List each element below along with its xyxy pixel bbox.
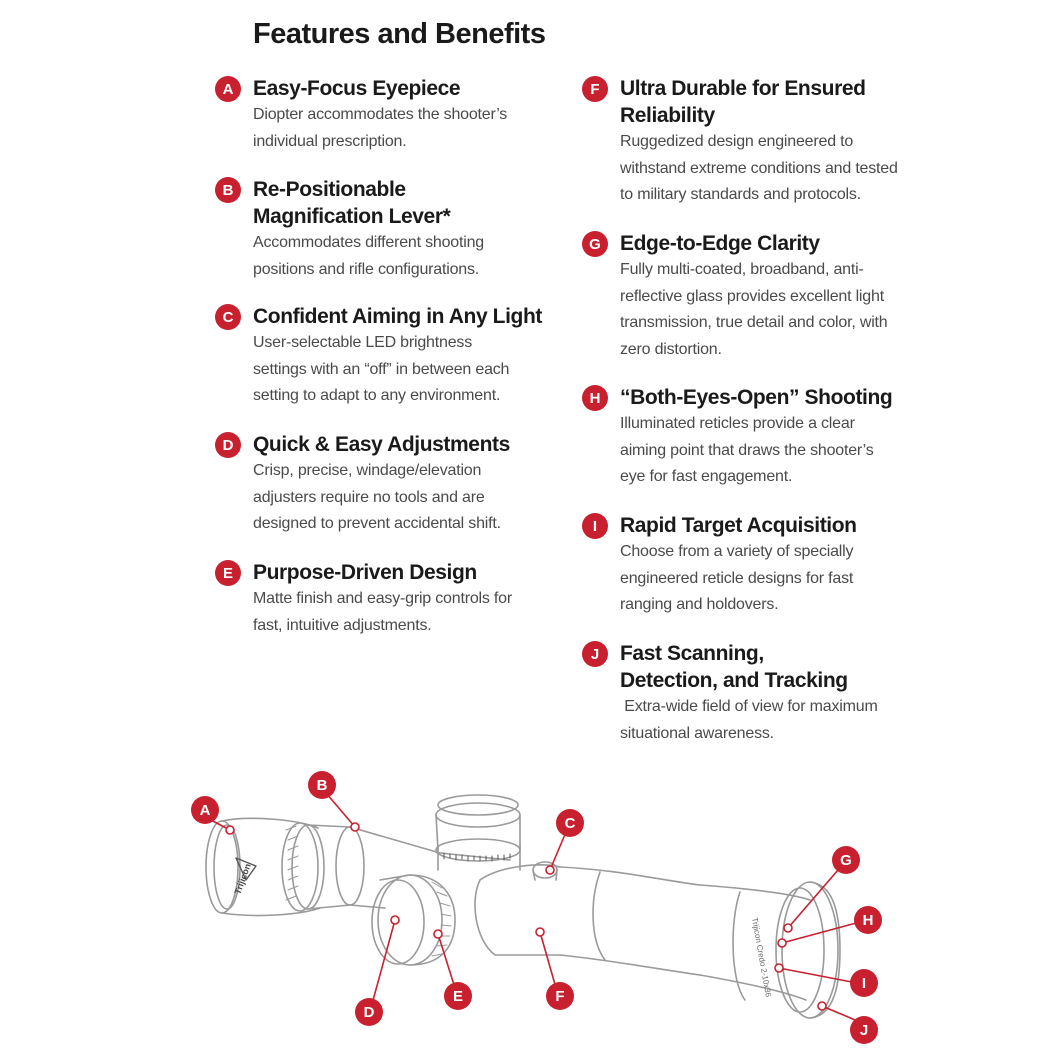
page-title: Features and Benefits bbox=[253, 18, 546, 50]
badge-b: B bbox=[215, 177, 241, 203]
badge-c: C bbox=[215, 304, 241, 330]
badge-g: G bbox=[582, 231, 608, 257]
feature-description: Crisp, precise, windage/elevation adjusters require no tools and are designed to prevent accidental shift. bbox=[253, 462, 501, 532]
feature-g bbox=[589, 230, 920, 363]
feature-title: Fast Scanning, Detection, and Tracking bbox=[620, 642, 848, 692]
badge-i: I bbox=[582, 513, 608, 539]
callout-e bbox=[444, 982, 472, 1010]
svg-text:D: D bbox=[363, 1004, 375, 1021]
badge-e: E bbox=[215, 560, 241, 586]
feature-j bbox=[590, 640, 882, 747]
feature-h bbox=[589, 384, 920, 491]
callout-d bbox=[355, 998, 383, 1026]
svg-text:E: E bbox=[452, 988, 464, 1005]
callout-b bbox=[308, 771, 336, 799]
feature-description: Extra-wide field of view for maximum situational awareness. bbox=[620, 698, 882, 742]
feature-description: Diopter accommodates the shooter’s individual prescription. bbox=[253, 106, 508, 150]
feature-b bbox=[222, 176, 484, 283]
feature-i bbox=[592, 512, 920, 619]
feature-d bbox=[222, 431, 533, 538]
windage-knob bbox=[372, 875, 455, 965]
svg-text:J: J bbox=[859, 1022, 869, 1039]
callout-g bbox=[832, 846, 860, 874]
feature-title: Quick & Easy Adjustments bbox=[253, 433, 510, 456]
feature-title: Re-Positionable Magnification Lever* bbox=[253, 178, 451, 228]
svg-text:B: B bbox=[316, 777, 328, 794]
badge-d: D bbox=[215, 432, 241, 458]
feature-description: Choose from a variety of specially engineered reticle designs for fast ranging and holdovers. bbox=[620, 543, 854, 613]
feature-title: Ultra Durable for Ensured Reliability bbox=[620, 77, 866, 127]
badge-h: H bbox=[582, 385, 608, 411]
feature-title: Confident Aiming in Any Light bbox=[253, 305, 542, 328]
objective-bell bbox=[733, 882, 840, 1018]
svg-text:G: G bbox=[840, 852, 852, 869]
callout-c bbox=[556, 809, 584, 837]
feature-description: Accommodates different shooting positions and rifle configurations. bbox=[253, 234, 484, 278]
feature-c bbox=[222, 303, 542, 410]
feature-description: Illuminated reticles provide a clear aiming point that draws the shooter’s eye for fast engagement. bbox=[620, 415, 874, 485]
callout-j bbox=[850, 1016, 878, 1044]
feature-title: Purpose-Driven Design bbox=[253, 561, 477, 584]
feature-description: Matte finish and easy-grip controls for fast, intuitive adjustments. bbox=[253, 590, 512, 634]
feature-description: Fully multi-coated, broadband, anti-reflective glass provides excellent light transmission, true detail and color, with zero distortion. bbox=[620, 261, 888, 358]
main-tube bbox=[350, 827, 810, 1000]
badge-j: J bbox=[582, 641, 608, 667]
svg-text:I: I bbox=[861, 975, 867, 992]
feature-description: Ruggedized design engineered to withstand extreme conditions and tested to military standards and protocols. bbox=[620, 133, 898, 203]
feature-e bbox=[222, 559, 533, 639]
model-engraving: Trijicon Credo 2-10x36 bbox=[750, 916, 773, 998]
badge-f: F bbox=[582, 76, 608, 102]
brand-engraving: Trijicon bbox=[232, 862, 253, 896]
feature-title: Edge-to-Edge Clarity bbox=[620, 232, 820, 255]
feature-description: User-selectable LED brightness settings with an “off” in between each setting to adapt to any environment. bbox=[253, 334, 510, 404]
feature-title: Easy-Focus Eyepiece bbox=[253, 77, 461, 100]
svg-text:H: H bbox=[862, 912, 874, 929]
feature-f bbox=[590, 75, 898, 209]
feature-title: “Both-Eyes-Open” Shooting bbox=[620, 386, 893, 409]
callout-f bbox=[546, 982, 574, 1010]
svg-text:C: C bbox=[564, 815, 576, 832]
badge-a: A bbox=[215, 76, 241, 102]
svg-text:A: A bbox=[199, 802, 211, 819]
svg-text:F: F bbox=[555, 988, 565, 1005]
feature-title: Rapid Target Acquisition bbox=[620, 514, 857, 537]
riflescope-diagram bbox=[0, 760, 1060, 1060]
feature-a bbox=[222, 75, 543, 155]
callout-h bbox=[854, 906, 882, 934]
callout-a bbox=[191, 796, 219, 824]
callout-i bbox=[850, 969, 878, 997]
